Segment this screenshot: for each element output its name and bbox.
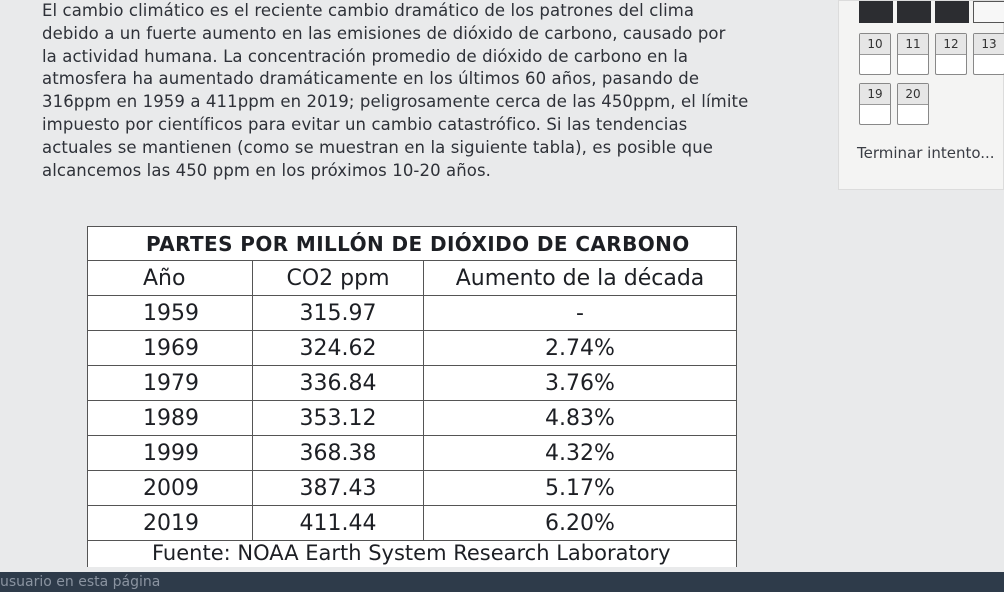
cell-increase: 3.76% <box>424 366 737 401</box>
cell-year: 1999 <box>88 436 253 471</box>
cell-year: 2019 <box>88 506 253 541</box>
cell-year: 1989 <box>88 401 253 436</box>
question-nav-button[interactable] <box>935 33 967 75</box>
question-line: impuesto por científicos para evitar un cambio catastrófico. Si las tendencias <box>42 114 688 134</box>
cell-year: 1969 <box>88 331 253 366</box>
header-increase: Aumento de la década <box>424 261 737 296</box>
cell-increase: 4.32% <box>424 436 737 471</box>
cell-ppm: 368.38 <box>253 436 424 471</box>
co2-table <box>87 226 737 567</box>
question-text <box>42 0 802 182</box>
question-nav-button[interactable] <box>897 33 929 75</box>
footer-text: usuario en esta página <box>0 574 161 590</box>
cell-increase: 4.83% <box>424 401 737 436</box>
question-nav-button[interactable] <box>897 83 929 125</box>
cell-increase: 6.20% <box>424 506 737 541</box>
question-nav-number: 13 <box>974 34 1004 55</box>
question-nav-number: 12 <box>936 34 966 55</box>
finish-attempt-link[interactable]: Terminar intento... <box>857 144 995 162</box>
header-year: Año <box>88 261 253 296</box>
question-line: debido a un fuerte aumento en las emisiones de dióxido de carbono, causado por <box>42 23 726 43</box>
question-nav-button[interactable] <box>973 33 1004 75</box>
cell-ppm: 336.84 <box>253 366 424 401</box>
question-line: alcancemos las 450 ppm en los próximos 10-20 años. <box>42 160 492 180</box>
cell-increase: - <box>424 296 737 331</box>
cell-year: 2009 <box>88 471 253 506</box>
cell-year: 1959 <box>88 296 253 331</box>
cell-year: 1979 <box>88 366 253 401</box>
table-row <box>88 331 737 366</box>
question-nav-number: 19 <box>860 84 890 105</box>
table-row <box>88 366 737 401</box>
question-nav-answered[interactable] <box>859 1 893 23</box>
table-title: PARTES POR MILLÓN DE DIÓXIDO DE CARBONO <box>88 227 737 261</box>
question-nav-answered[interactable] <box>897 1 931 23</box>
table-row <box>88 471 737 506</box>
cell-ppm: 387.43 <box>253 471 424 506</box>
table-row <box>88 436 737 471</box>
quiz-navigation-panel <box>838 0 1004 190</box>
cell-ppm: 411.44 <box>253 506 424 541</box>
table-row <box>88 296 737 331</box>
question-nav-button[interactable] <box>859 83 891 125</box>
question-line: atmosfera ha aumentado dramáticamente en los últimos 60 años, pasando de <box>42 69 700 89</box>
question-nav-answered[interactable] <box>935 1 969 23</box>
question-line: El cambio climático es el reciente cambio dramático de los patrones del clima <box>42 1 695 20</box>
table-title-row <box>88 227 737 261</box>
table-row <box>88 401 737 436</box>
table-source: Fuente: NOAA Earth System Research Laboratory <box>88 541 737 568</box>
cell-increase: 2.74% <box>424 331 737 366</box>
table-row <box>88 506 737 541</box>
table-header-row <box>88 261 737 296</box>
question-line: 316ppm en 1959 a 411ppm en 2019; peligrosamente cerca de las 450ppm, el límite <box>42 92 749 112</box>
question-nav-number: 10 <box>860 34 890 55</box>
question-nav-button[interactable] <box>859 33 891 75</box>
question-nav-number: 20 <box>898 84 928 105</box>
table-source-row <box>88 541 737 568</box>
cell-ppm: 353.12 <box>253 401 424 436</box>
cell-ppm: 324.62 <box>253 331 424 366</box>
question-line: actuales se mantienen (como se muestran en la siguiente tabla), es posible que <box>42 137 714 157</box>
question-nav-number: 11 <box>898 34 928 55</box>
question-line: la actividad humana. La concentración promedio de dióxido de carbono en la <box>42 46 689 66</box>
header-ppm: CO2 ppm <box>253 261 424 296</box>
question-nav-unanswered[interactable] <box>973 1 1004 23</box>
cell-ppm: 315.97 <box>253 296 424 331</box>
cell-increase: 5.17% <box>424 471 737 506</box>
